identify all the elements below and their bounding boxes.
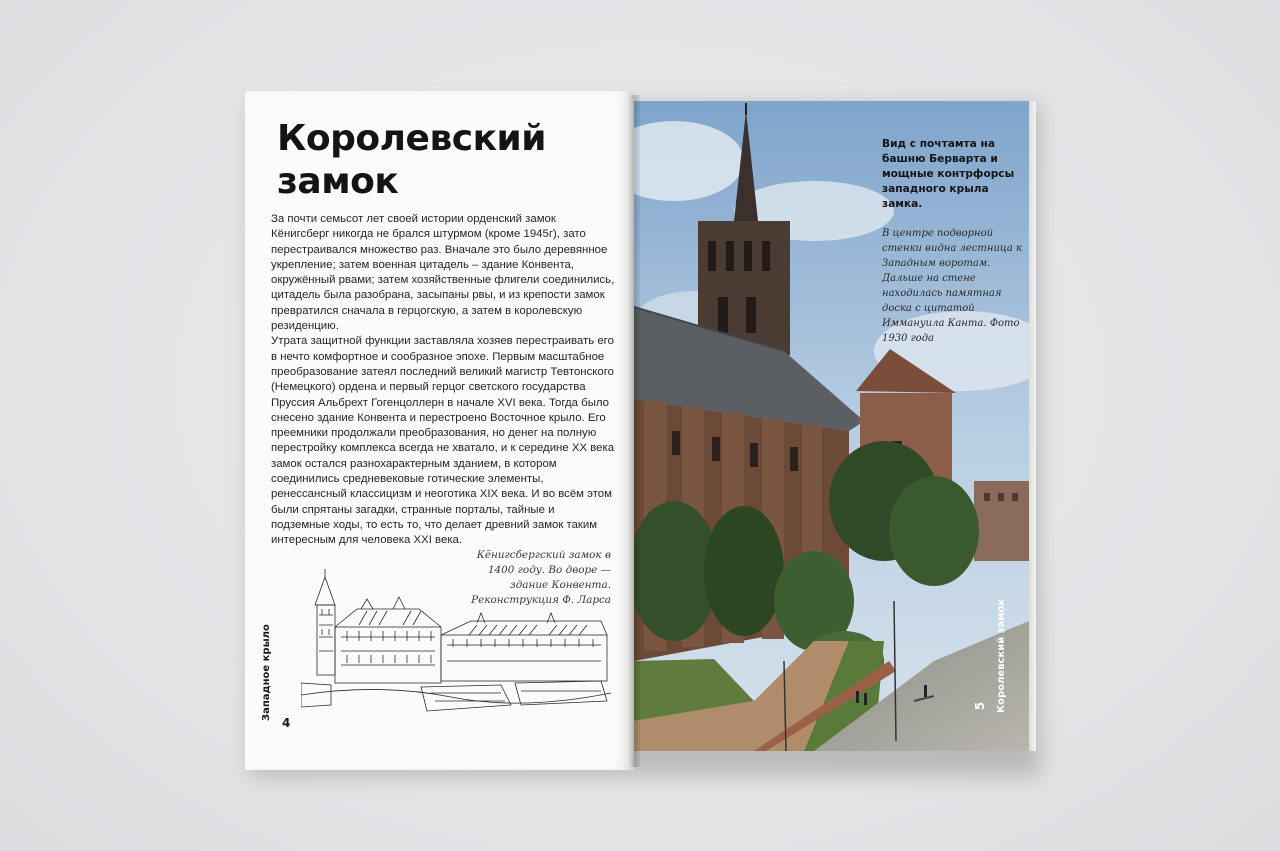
section-side-label-text: Западное крыло (261, 624, 272, 721)
paragraph-2: Утрата защитной функции заставляла хозяев перестраивать его в нечто комфортное и сообразное эпохе. Первым масштабное преобразование затеял последний великий магистр Тевтонского (Немецкого) ордена и первый герцог светского государства Пруссия Альбрехт Гогенцоллерн в начале XVI века. Тогда было снесено здание Конвента и перестроено Восточное крыло. Его преемники продолжали преобразования, но денег на полную перестройку комплекса всегда не хватало, и к середине XX века замок остался разнохарактерным зданием, в котором соединились средневековые готические элементы, ренессансный классицизм и неоготика XIX века. И во всём этом были спрятаны загадки, странные порталы, тайные и подземные ходы, то есть то, что делает древний замок таким интересным для человека XXI века. (271, 335, 615, 547)
title-line-2: замок (277, 161, 399, 202)
article-body (271, 212, 615, 549)
page-number-right: 5 (973, 701, 988, 711)
page-title (277, 117, 546, 203)
chapter-side-label (996, 598, 1016, 723)
title-line-1: Королевский (277, 118, 546, 159)
page-edge (1029, 101, 1036, 751)
page-number-left: 4 (282, 716, 291, 730)
sketch-caption: Кёнигсбергский замок в 1400 году. Во дворе — здание Конвента. Реконструкция Ф. Ларса (471, 549, 611, 606)
book-gutter (628, 95, 640, 767)
left-page (245, 91, 634, 770)
castle-sketch-illustration (301, 565, 611, 715)
chapter-side-label-text: Королевский замок (996, 598, 1007, 713)
section-side-label (261, 624, 281, 731)
photo-caption-description: В центре подворной стенки видна лестница к Западным воротам. Дальше на стене находилась памятная доска с цитатой Иммануила Канта. Фото 1930 года (882, 228, 1022, 344)
right-page (634, 101, 1029, 751)
paragraph-1: За почти семьсот лет своей истории орденский замок Кёнигсберг никогда не брался штурмом (кроме 1945г), зато перестраивался множество раз. Вначале это было деревянное укрепление; затем военная цитадель – здание Конвента, окружённый рвами; затем хозяйственные флигели соединились, цитадель была разобрана, засыпаны рвы, и из крепости замок превратился сначала в герцогскую, а затем в королевскую резиденцию. (271, 213, 615, 333)
photo-caption-title: Вид с почтамта на башню Берварта и мощные контрфорсы западного крыла замка. (882, 138, 1015, 210)
